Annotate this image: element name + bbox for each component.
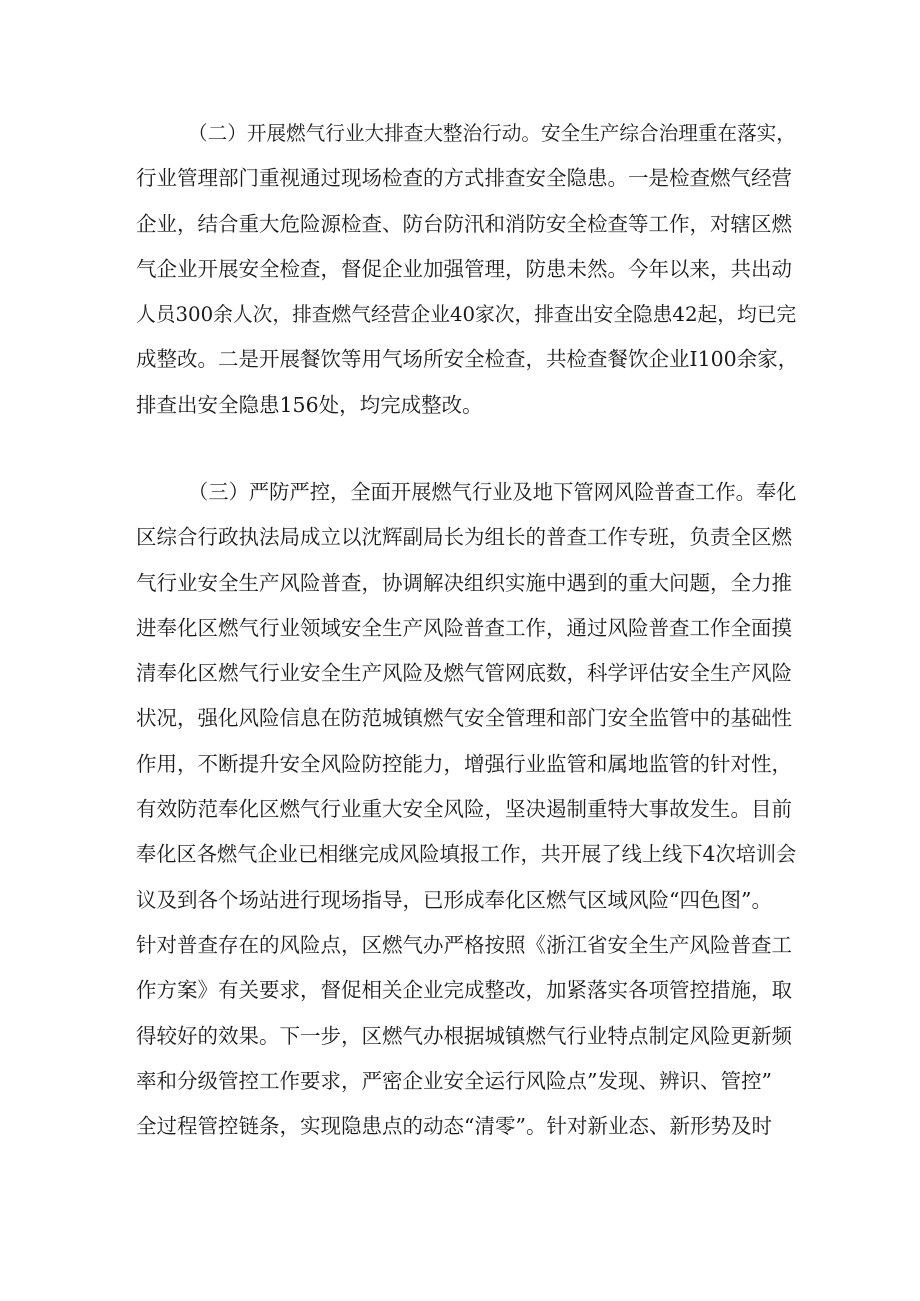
text-line: 成整改。二是开展餐饮等用气场所安全检查，共检查餐饮企业I100余家， <box>136 347 799 372</box>
text-line: 奉化区各燃气企业已相继完成风险填报工作，共开展了线上线下4次培训会 <box>136 842 797 867</box>
text-line: 气企业开展安全检查，督促企业加强管理，防患未然。今年以来，共出动 <box>136 256 792 281</box>
text-line: 议及到各个场站进行现场指导，已形成奉化区燃气区域风险“四色图”。 <box>136 887 772 912</box>
text-line: 行业管理部门重视通过现场检查的方式排查安全隐患。一是检查燃气经营 <box>136 166 792 191</box>
text-line: 企业，结合重大危险源检查、防台防汛和消防安全检查等工作，对辖区燃 <box>136 211 792 236</box>
text-line: （二）开展燃气行业大排查大整治行动。安全生产综合治理重在落实， <box>188 122 796 145</box>
paragraph-risk-survey <box>136 470 800 1149</box>
text-line: 清奉化区燃气行业安全生产风险及燃气管网底数，科学评估安全生产风险 <box>136 661 792 686</box>
text-line: 全过程管控链条，实现隐患点的动态“清零”。针对新业态、新形势及时 <box>136 1114 772 1139</box>
text-line: （三）严防严控，全面开展燃气行业及地下管网风险普查工作。奉化 <box>188 480 797 504</box>
text-line: 状况，强化风险信息在防范城镇燃气安全管理和部门安全监管中的基础性 <box>136 706 792 731</box>
text-line: 率和分级管控工作要求，严密企业安全运行风险点”发现、辨识、管控” <box>136 1068 772 1093</box>
text-line: 作方案》有关要求，督促相关企业完成整改，加紧落实各项管控措施，取 <box>136 978 792 1003</box>
text-line: 排查出安全隐患156处，均完成整改。 <box>136 392 483 417</box>
paragraph-gas-inspection <box>136 111 800 428</box>
text-line: 进奉化区燃气行业领域安全生产风险普查工作，通过风险普查工作全面摸 <box>136 615 792 640</box>
text-line: 得较好的效果。下一步，区燃气办根据城镇燃气行业特点制定风险更新频 <box>136 1023 792 1048</box>
text-line: 作用，不断提升安全风险防控能力，增强行业监管和属地监管的针对性， <box>136 751 792 776</box>
text-line: 区综合行政执法局成立以沈辉副局长为组长的普查工作专班，负责全区燃 <box>136 525 792 550</box>
text-line: 针对普查存在的风险点，区燃气办严格按照《浙江省安全生产风险普查工 <box>136 932 792 957</box>
text-line: 气行业安全生产风险普查，协调解决组织实施中遇到的重大问题，全力推 <box>136 570 792 595</box>
text-line: 有效防范奉化区燃气行业重大安全风险，坚决遏制重特大事故发生。目前 <box>136 797 792 822</box>
text-line: 人员300余人次，排查燃气经营企业40家次，排查出安全隐患42起，均已完 <box>136 303 797 327</box>
